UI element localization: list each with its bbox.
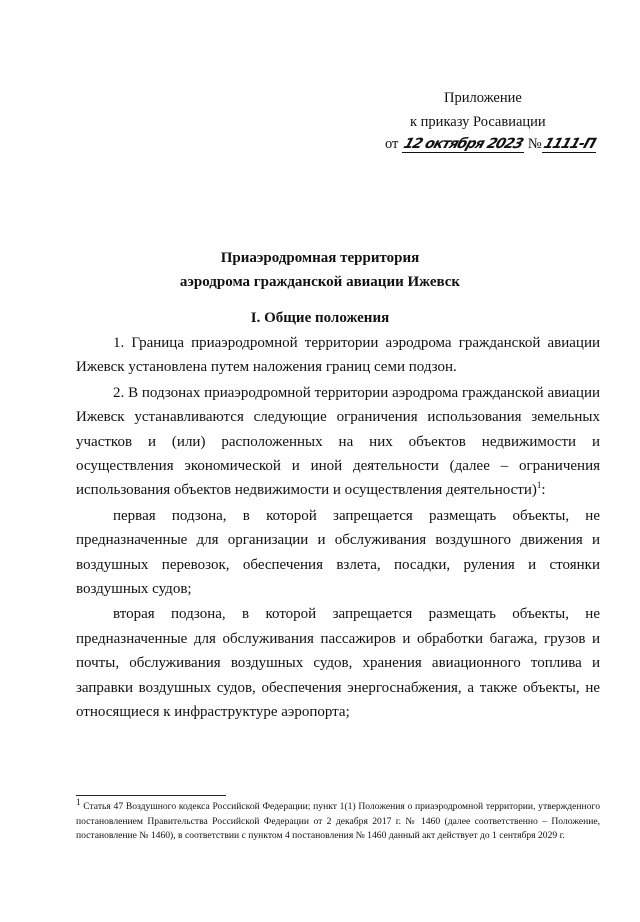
handwritten-date-field [402,136,524,153]
footnote-reference[interactable]: 1 [536,480,542,491]
paragraph-subzone-1: первая подзона, в которой запрещается размещать объекты, не предназначенные для организации и обслуживания воздушного движения и воздушных перевозок, обеспечения взлета, посадки, руления и стоянки воздушных судов; [76,507,600,598]
appendix-block [380,86,580,134]
date-prefix: от [385,136,399,152]
order-reference: к приказу Росавиации [410,114,546,130]
section-heading: I. Общие положения [250,310,390,326]
paragraph-2 [76,381,600,503]
paragraph-subzone-2: вторая подзона, в которой запрещается размещать объекты, не предназначенные для обслуживания пассажиров и обработки багажа, грузов и почты, обслуживания воздушных судов, хранения авиационного топлива и заправки воздушных судов, обеспечения энергоснабжения, а также объекты, не относящиеся к инфраструктуре аэропорта; [76,606,600,721]
document-title-line1: Приаэродромная территория [220,250,420,266]
footnote-mark: 1 [76,796,81,807]
handwritten-number-field [542,136,597,153]
paragraph-2-text: 2. В подзонах приаэродромной территории аэродрома гражданской авиации Ижевск устанавливаются следующие ограничения использования земельных участков и (или) расположенных на них объектов недвижимости и осуществления экономической и иной деятельности (далее – ограничения использования объектов недвижимости и осуществления деятельности) [76,384,600,499]
footnote-text: Статья 47 Воздушного кодекса Российской Федерации; пункт 1(1) Положения о приаэродромной территории, утвержденного постановлением Правительства Российской Федерации от 2 декабря 2017 г. № 1460 (далее соответственно – Положение, постановление № 1460), в соответствии с пунктом 4 постановления № 1460 данный акт действует до 1 сентября 2029 г. [76,801,600,841]
handwritten-date: 12 октября 2023 [401,136,525,152]
handwritten-number: 1111-П [541,136,597,152]
order-date-number-line [385,136,596,153]
footnote-divider [76,795,226,796]
appendix-label: Приложение [444,90,522,106]
document-body [76,331,600,725]
number-prefix: № [527,136,542,152]
paragraph-2-tail: : [541,482,546,499]
document-title-line2: аэродрома гражданской авиации Ижевск [179,274,461,290]
footnote [76,796,600,844]
paragraph-1: 1. Граница приаэродромной территории аэродрома гражданской авиации Ижевск установлена путем наложения границ семи подзон. [76,335,600,376]
